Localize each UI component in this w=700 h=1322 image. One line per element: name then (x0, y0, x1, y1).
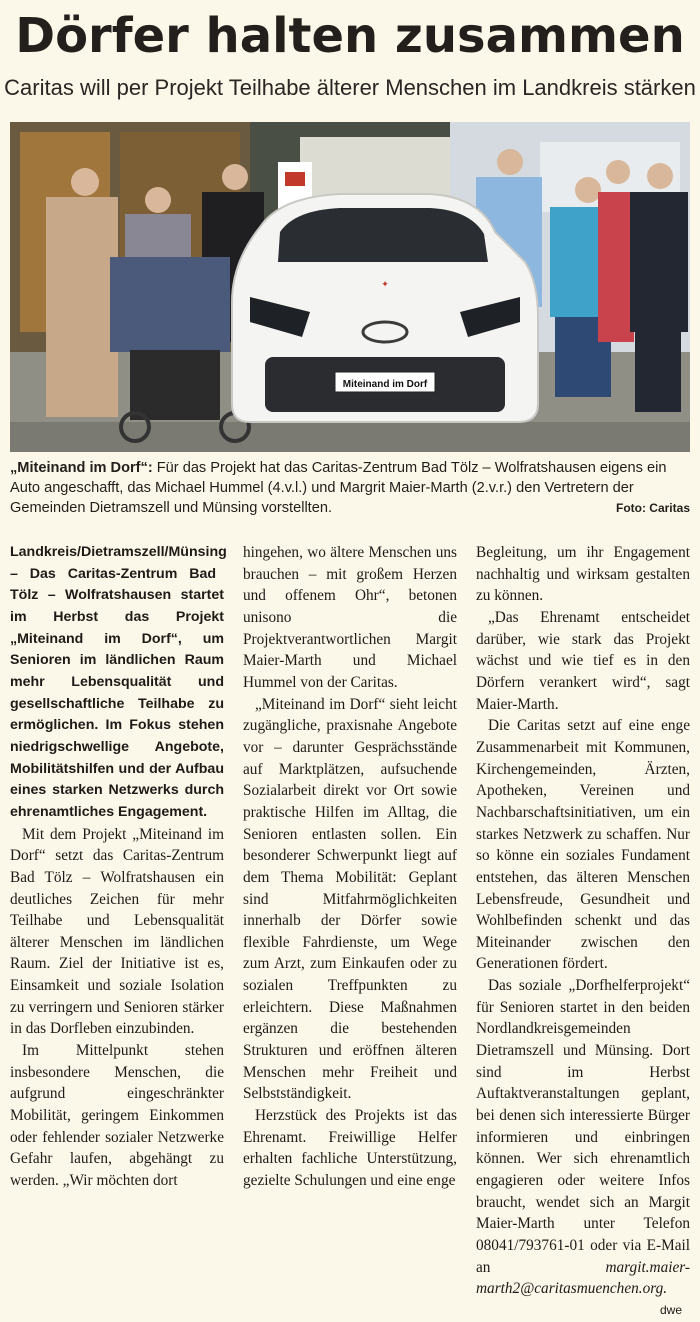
article-paragraph-3 (243, 694, 457, 1105)
article-intro-text: – Das Caritas-Zentrum Bad Tölz – Wolfratshausen startet im Herbst das Projekt „Miteinand im Dorf“, um Senioren im ländlichen Raum mehr Lebensqualität und gesellschaftliche Teilhabe zu ermöglichen. Im Fokus stehen niedrigschwellige Angebote, Mobilitätshilfen und der Aufbau eines starken Netzwerks durch ehrenamtliches Engagement. (10, 565, 224, 820)
article-paragraph-4-cont (476, 542, 690, 607)
article-paragraph-5-cont-text: „Das Ehrenamt entscheidet darüber, wie stark das Projekt wächst und wie tief es in den Dörfern verankert wird“, sagt Maier-Marth. (476, 608, 690, 713)
article-subheadline: Caritas will per Projekt Teilhabe älterer Menschen im Landkreis stärken (4, 75, 696, 100)
article-column-1 (10, 542, 227, 1192)
article-photo (10, 122, 690, 452)
photo-caption (10, 458, 690, 518)
article-headline: Dörfer halten zusammen (15, 8, 685, 64)
article-paragraph-5 (476, 607, 690, 715)
caption-lead: „Miteinand im Dorf“: (10, 460, 153, 476)
article-paragraph-6 (476, 715, 690, 975)
article-paragraph-1: Mit dem Projekt „Miteinand im Dorf“ setzt das Caritas-Zentrum Bad Tölz – Wolfratshausen ein deutliches Zeichen für mehr Teilhabe und Lebensqualität älterer Menschen im ländlichen Raum. Ziel der Initiative ist es, Einsamkeit und soziale Isolation zu verringern und Senioren stärker in das Dorfleben einzubinden. (10, 825, 224, 1038)
author-signature: dwe (659, 1302, 682, 1317)
article-paragraph-4-cont-text: Begleitung, um ihr Engagement nachhaltig und wirksam gestalten zu können. (476, 544, 690, 605)
caption-text: Für das Projekt hat das Caritas-Zentrum Bad Tölz – Wolfratshausen eigens ein Auto angeschafft, das Michael Hummel (4.v.l.) und Margrit Maier-Marth (2.v.r.) den Vertretern der Gemeinden Dietramszell und Münsing vorstellten. (10, 460, 667, 516)
article-column-3 (476, 542, 690, 1322)
article-paragraph-2-cont-text: hingehen, wo ältere Menschen uns brauchen – mit großem Herzen und offenem Ohr“, betonen unisono die Projektverantwortlichen Margit Maier-Marth und Michael Hummel von der Caritas. (243, 544, 457, 691)
article-column-2 (243, 542, 457, 1192)
svg-text:✦: ✦ (381, 279, 389, 289)
article-paragraph-7: Das soziale „Dorfhelferprojekt“ für Senioren startet in den beiden Nordlandkreisgemeinden Dietramszell und Münsing. Dort sind im Herbst Auftaktveranstaltungen geplant, bei denen sich interessierte Bürger informieren und einbringen können. Wer sich ehrenamtlich engagieren oder weitere Infos braucht, wendet sich an Margit Maier-Marth unter Telefon 08041/793761-01 oder via E-Mail an margit.maier-marth2@caritasmuenchen.org. dwe (476, 975, 690, 1300)
article-paragraph-3-text: „Miteinand im Dorf“ sieht leicht zugängliche, praxisnahe Angebote vor – darunter Gesprächsstände auf Marktplätzen, aufsuchende Sozialarbeit direkt vor Ort sowie praktische Hilfen im Alltag, die Senioren entlasten sollen. Ein besonderer Schwerpunkt liegt auf dem Thema Mobilität: Geplant sind Mitfahrmöglichkeiten innerhalb der Dörfer sowie flexible Fahrdienste, um Wege zum Arzt, zum Einkaufen oder zu sozialen Treffpunkten zu erleichtern. Diese Maßnahmen ergänzen die bestehenden Strukturen und eröffnen älteren Menschen mehr Freiheit und Selbstständigkeit. (243, 695, 457, 1103)
article-paragraph-4-text: Herzstück des Projekts ist das Ehrenamt. Freiwillige Helfer erhalten fachliche Unterstützung, gezielte Schulungen und eine enge (243, 1107, 457, 1190)
photo-illustration (10, 122, 690, 452)
article-paragraph-2-cont (243, 542, 457, 694)
article-intro (10, 542, 227, 824)
license-plate-text: Miteinand im Dorf (342, 379, 428, 390)
article-paragraph-2: Im Mittelpunkt stehen insbesondere Menschen, die aufgrund eingeschränkter Mobilität, geringem Einkommen oder fehlender sozialer Netzwerke Gefahr laufen, abgehängt zu werden. „Wir möchten dort (10, 1042, 224, 1190)
article-paragraph-4 (243, 1105, 457, 1192)
contact-email[interactable]: margit.maier-marth2@caritasmuenchen.org. (476, 1258, 690, 1298)
article-dateline: Landkreis/Dietramszell/Münsing (10, 544, 227, 560)
article-paragraph-6-cont-text: Die Caritas setzt auf eine enge Zusammenarbeit mit Kommunen, Kirchengemeinden, Ärzten, Apotheken, Vereinen und Nachbarschaftsinitiativen, um ein starkes Netzwerk zu schaffen. Nur so könne ein soziales Fundament entstehen, das älteren Menschen Lebensfreude, Gesundheit und Wohlbefinden schenkt und das Miteinander zwischen den Generationen fördert. (476, 717, 690, 973)
photo-credit: Foto: Caritas (615, 501, 690, 515)
